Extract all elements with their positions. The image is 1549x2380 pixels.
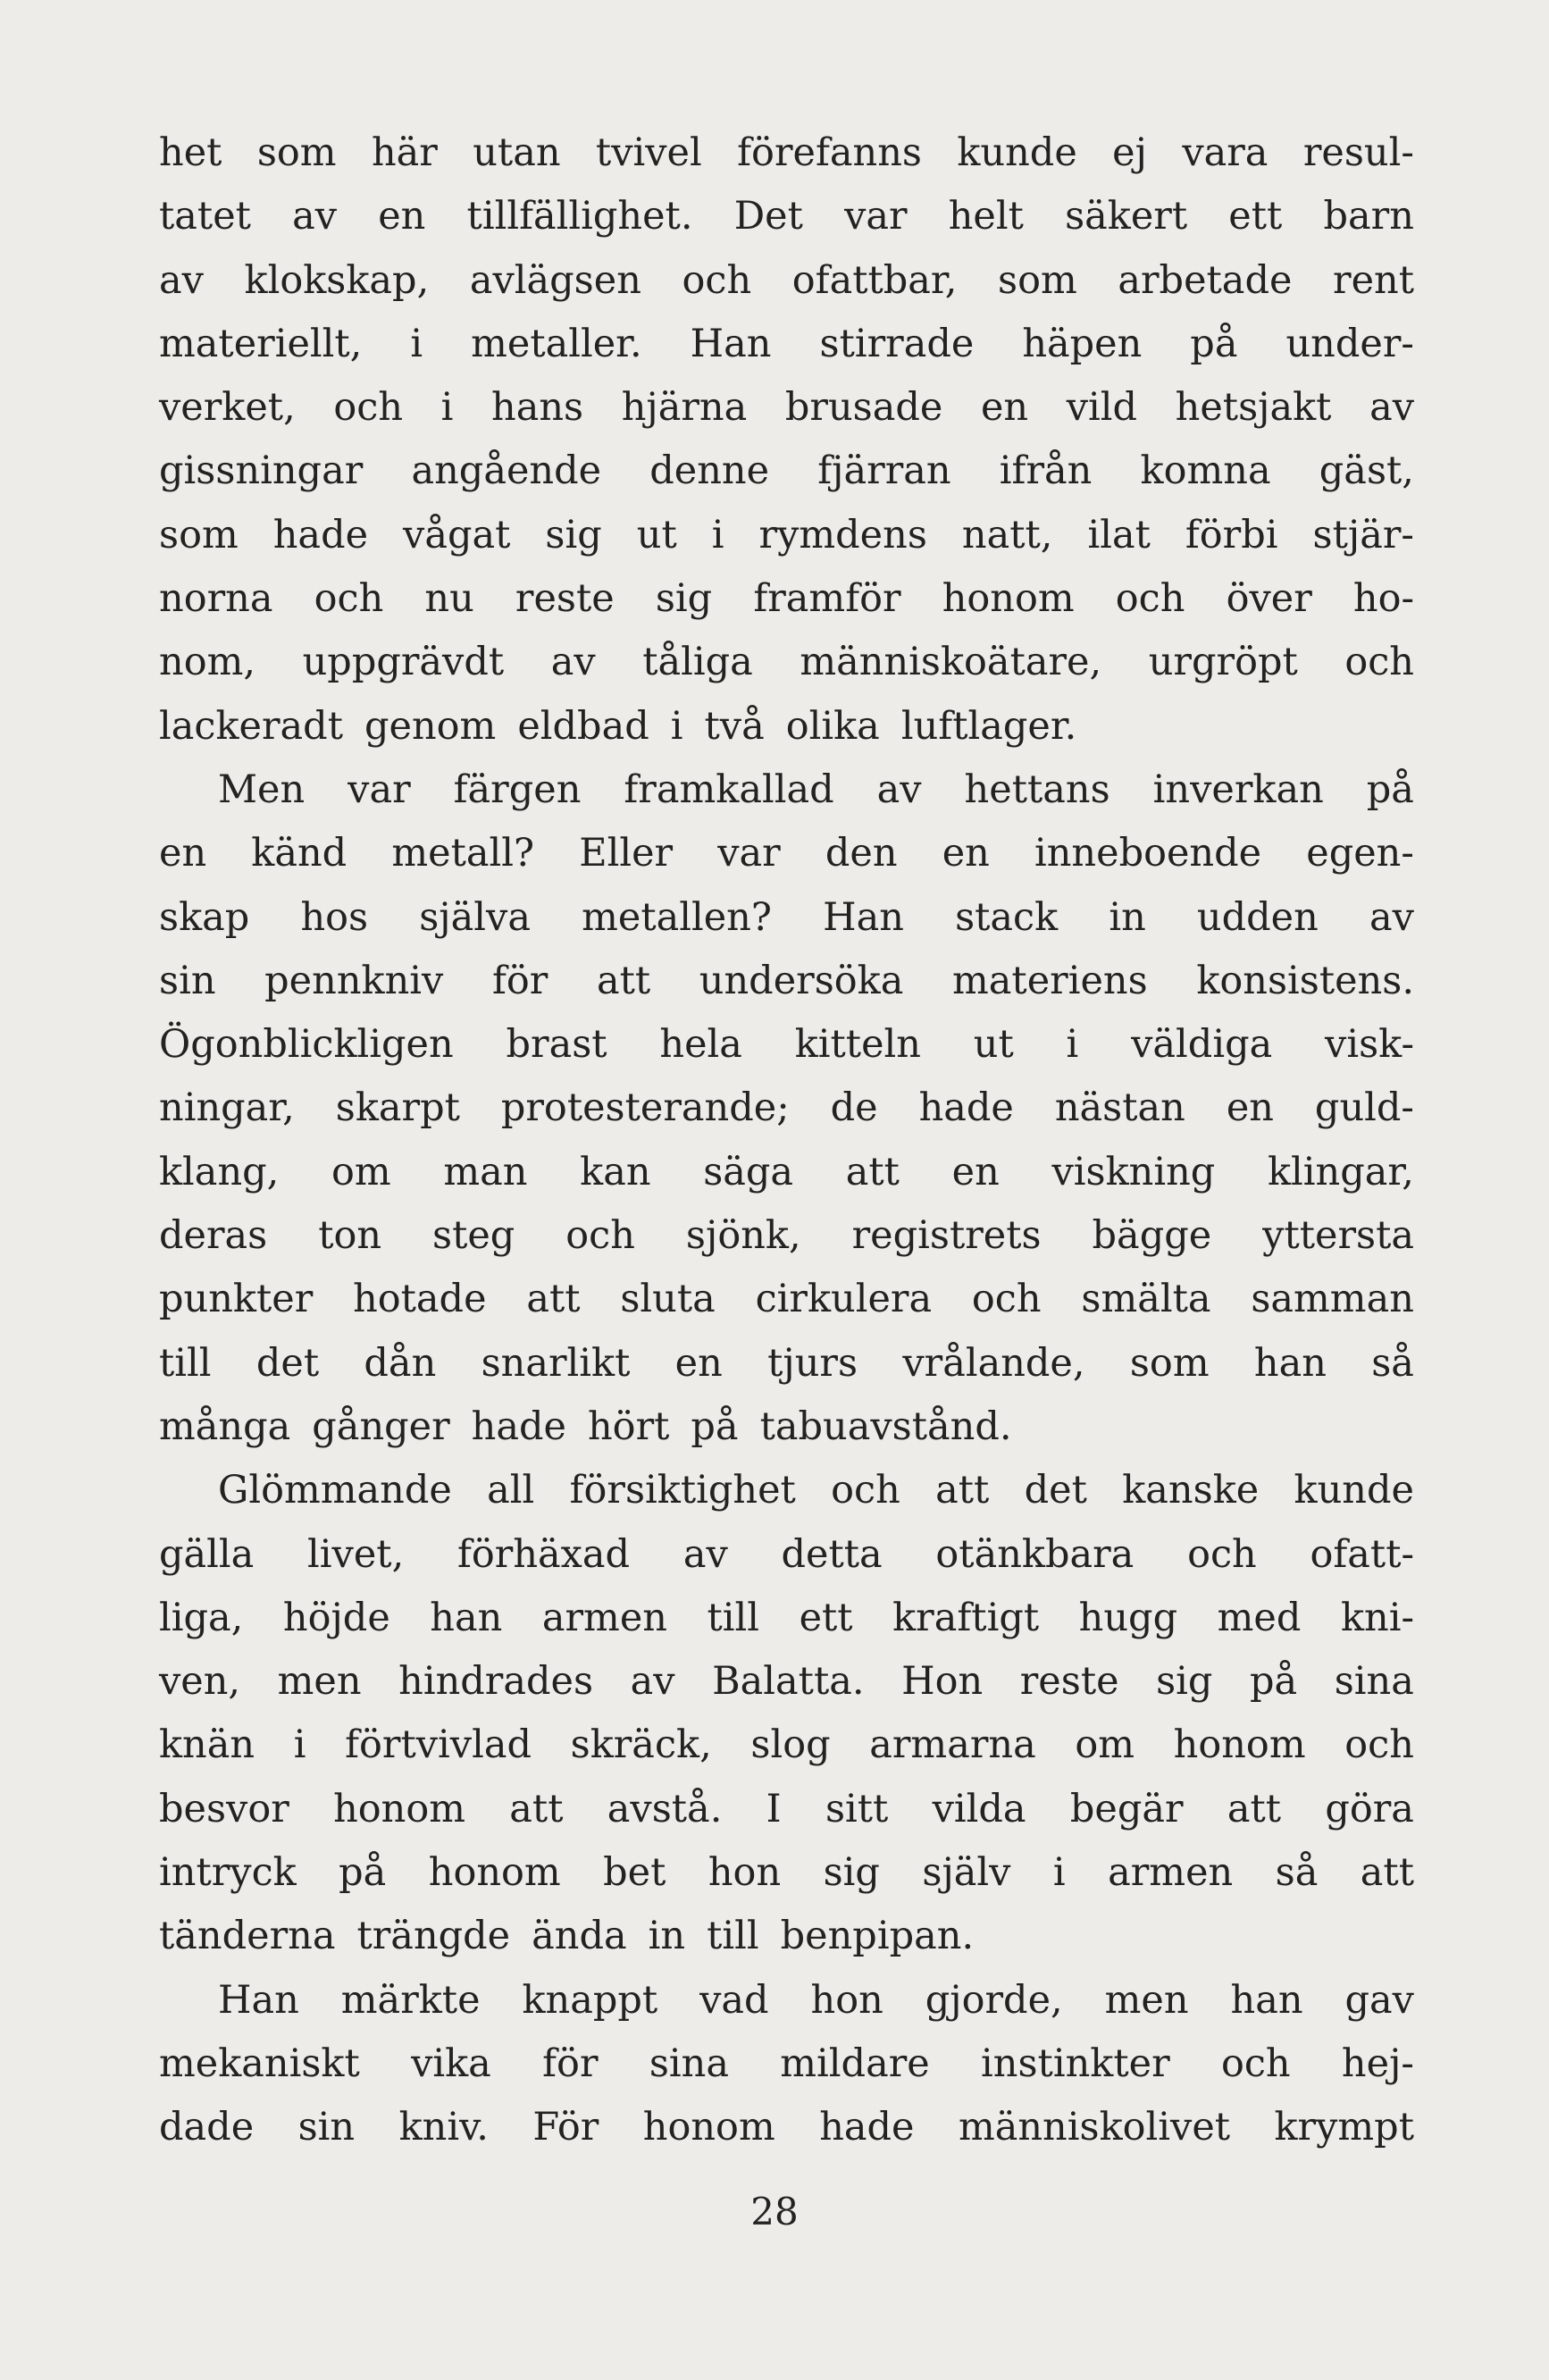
text-line: liga, höjde han armen till ett kraftigt hugg med kni- [159,1595,1414,1640]
text-line: Glömmande all försiktighet och att det kanske kunde [218,1468,1414,1513]
text-line: Han märkte knappt vad hon gjorde, men han gav [218,1977,1414,2023]
text-line: punkter hotade att sluta cirkulera och smälta samman [159,1277,1414,1322]
text-line: Men var färgen framkallad av hettans inverkan på [218,767,1414,812]
text-line: knän i förtvivlad skräck, slog armarna om honom och [159,1722,1414,1768]
text-line: lackeradt genom eldbad i två olika luftlager. [159,703,1077,749]
text-line: sin pennkniv för att undersöka materiens konsistens. [159,958,1414,1003]
text-line: tänderna trängde ända in till benpipan. [159,1914,975,1959]
text-line: gissningar angående denne fjärran ifrån komna gäst, [159,448,1414,494]
text-line: deras ton steg och sjönk, registrets bägge yttersta [159,1213,1414,1259]
text-line: gälla livet, förhäxad av detta otänkbara och ofatt- [159,1531,1414,1577]
text-line: klang, om man kan säga att en viskning klingar, [159,1149,1414,1194]
text-line: ningar, skarpt protesterande; de hade nästan en guld- [159,1085,1414,1131]
text-line: skap hos själva metallen? Han stack in udden av [159,894,1414,940]
text-line: till det dån snarlikt en tjurs vrålande, som han så [159,1340,1414,1386]
text-line: dade sin kniv. För honom hade människolivet krympt [159,2105,1414,2150]
text-line: besvor honom att avstå. I sitt vilda begär att göra [159,1786,1414,1831]
text-line: materiellt, i metaller. Han stirrade häpen på under- [159,321,1414,366]
text-line: mekaniskt vika för sina mildare instinkter och hej- [159,2041,1414,2086]
text-line: norna och nu reste sig framför honom och över ho- [159,576,1414,622]
text-line: många gånger hade hört på tabuavstånd. [159,1404,1012,1449]
body-text [159,122,1414,2160]
text-line: en känd metall? Eller var den en inneboende egen- [159,831,1414,876]
text-line: verket, och i hans hjärna brusade en vild hetsjakt av [159,385,1414,431]
page-number: 28 [750,2190,799,2233]
text-line: Ögonblickligen brast hela kitteln ut i väldiga visk- [159,1022,1414,1068]
text-line: ven, men hindrades av Balatta. Hon reste sig på sina [159,1659,1414,1705]
text-line: intryck på honom bet hon sig själv i armen så att [159,1850,1414,1896]
text-line: het som här utan tvivel förefanns kunde ej vara resul- [159,130,1414,175]
text-line: tatet av en tillfällighet. Det var helt säkert ett barn [159,194,1414,239]
text-line: nom, uppgrävdt av tåliga människoätare, urgröpt och [159,640,1414,685]
text-line: av klokskap, avlägsen och ofattbar, som arbetade rent [159,257,1414,303]
text-line: som hade vågat sig ut i rymdens natt, ilat förbi stjär- [159,512,1414,557]
